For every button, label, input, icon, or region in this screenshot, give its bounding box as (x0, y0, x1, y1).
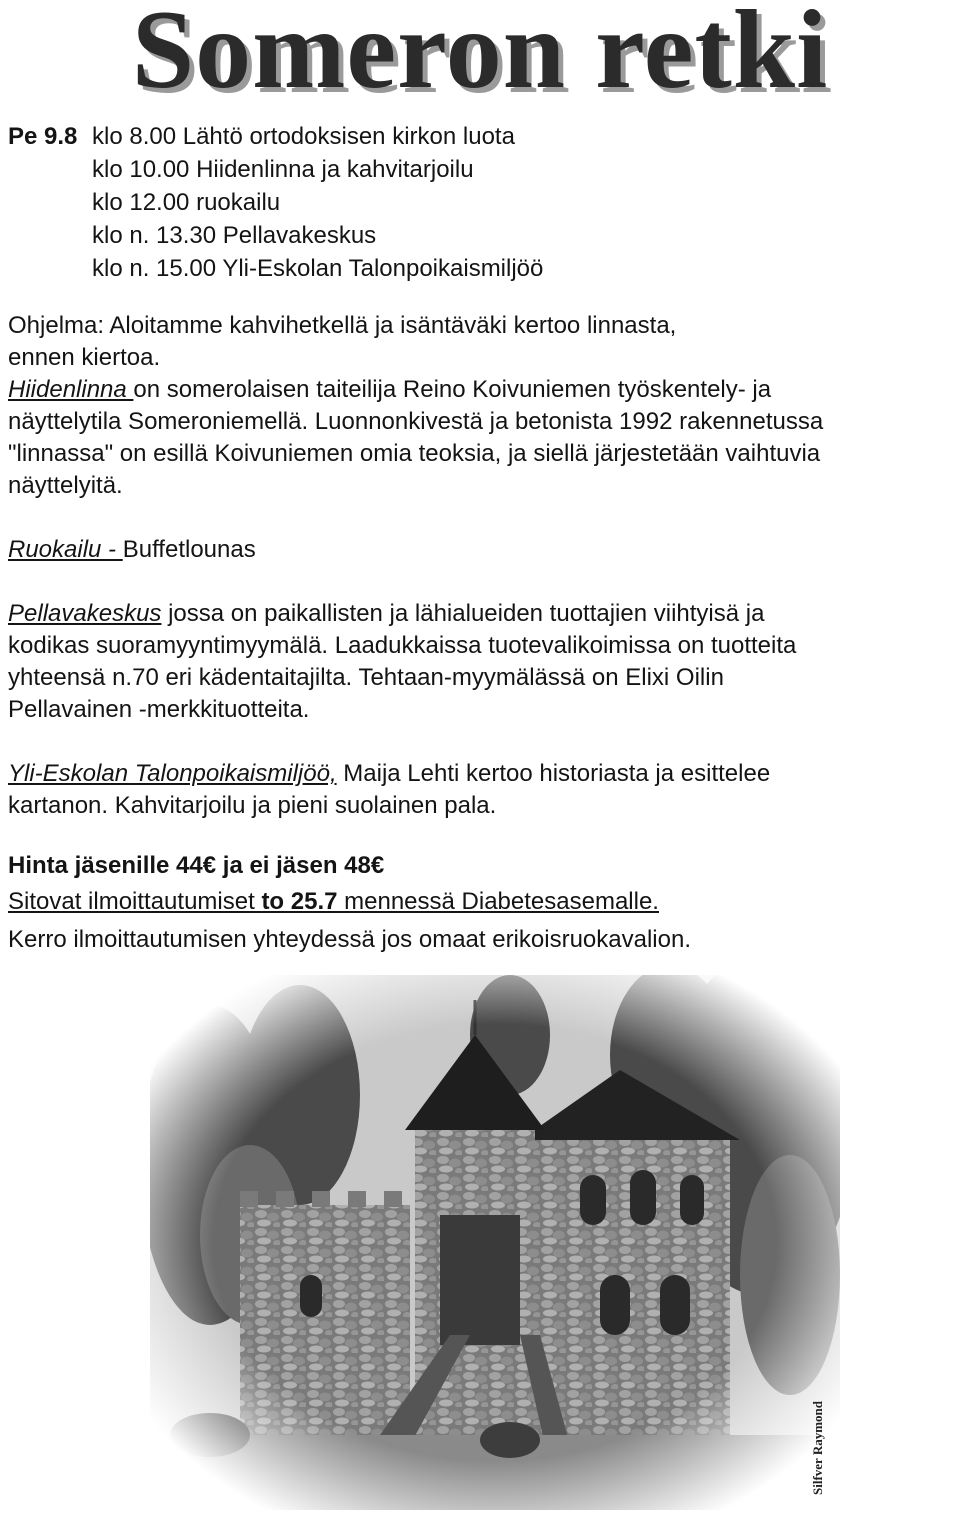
castle-photo (150, 975, 840, 1510)
hiidenlinna-text: on somerolaisen taiteilija Reino Koivuniemen työskentely- ja (133, 376, 772, 403)
hiidenlinna-line: näyttelytila Someroniemellä. Luonnonkivestä ja betonista 1992 rakennetussa (8, 408, 824, 435)
hiidenlinna-line: "linnassa" on esillä Koivuniemen omia teoksia, ja siellä järjestetään vaihtuvia (8, 440, 821, 467)
yli-text: Maija Lehti kertoo historiasta ja esittelee (336, 760, 771, 787)
page-title: Someron retki (131, 0, 829, 112)
schedule-row: klo n. 15.00 Yli-Eskolan Talonpoikaismiljöö (92, 255, 544, 282)
pellava-line (8, 598, 948, 630)
diet-line: Kerro ilmoittautumisen yhteydessä jos omaat erikoisruokavalion. (8, 926, 691, 953)
hiidenlinna-line (8, 374, 948, 406)
ruokailu-heading: Ruokailu - (8, 536, 123, 563)
photo-credit: Silfver Raymond (810, 1400, 825, 1495)
yli-eskola-paragraph (8, 758, 948, 822)
yli-line (8, 758, 948, 790)
program-paragraph (8, 310, 948, 374)
price-line: Hinta jäsenille 44€ ja ei jäsen 48€ (8, 852, 385, 879)
signup-deadline: to 25.7 (261, 888, 338, 915)
signup-line (8, 886, 948, 918)
schedule (8, 120, 543, 285)
pellava-line: yhteensä n.70 eri kädentaitajilta. Tehtaan-myymälässä on Elixi Oilin (8, 664, 724, 691)
schedule-row: klo 10.00 Hiidenlinna ja kahvitarjoilu (92, 156, 474, 183)
schedule-row: klo n. 13.30 Pellavakeskus (92, 222, 377, 249)
ruokailu-paragraph (8, 534, 948, 566)
signup-place: mennessä Diabetesasemalle. (337, 888, 659, 915)
signup-text: Sitovat ilmoittautumiset (8, 888, 262, 915)
hiidenlinna-heading: Hiidenlinna (8, 376, 134, 403)
pellava-line: Pellavainen -merkkituotteita. (8, 696, 310, 723)
schedule-item: klo 8.00 Lähtö ortodoksisen kirkon luota (92, 123, 515, 150)
pellava-text: jossa on paikallisten ja lähialueiden tuottajien viihtyisä ja (161, 600, 765, 627)
hiidenlinna-paragraph (8, 374, 948, 502)
schedule-row: klo 12.00 ruokailu (92, 189, 281, 216)
schedule-day: Pe 9.8 (8, 123, 78, 150)
pellavakeskus-paragraph (8, 598, 948, 726)
program-line: ennen kiertoa. (8, 344, 161, 371)
yli-eskola-heading: Yli-Eskolan Talonpoikaismiljöö, (8, 760, 337, 787)
pellavakeskus-heading: Pellavakeskus (8, 600, 162, 627)
program-line: Ohjelma: Aloitamme kahvihetkellä ja isäntäväki kertoo linnasta, (8, 312, 677, 339)
schedule-row (8, 120, 543, 153)
yli-line: kartanon. Kahvitarjoilu ja pieni suolainen pala. (8, 792, 497, 819)
ruokailu-text: Buffetlounas (122, 536, 256, 563)
pellava-line: kodikas suoramyyntimyymälä. Laadukkaissa tuotevalikoimissa on tuotteita (8, 632, 797, 659)
castle-illustration (150, 975, 840, 1510)
hiidenlinna-line: näyttelyitä. (8, 472, 123, 499)
